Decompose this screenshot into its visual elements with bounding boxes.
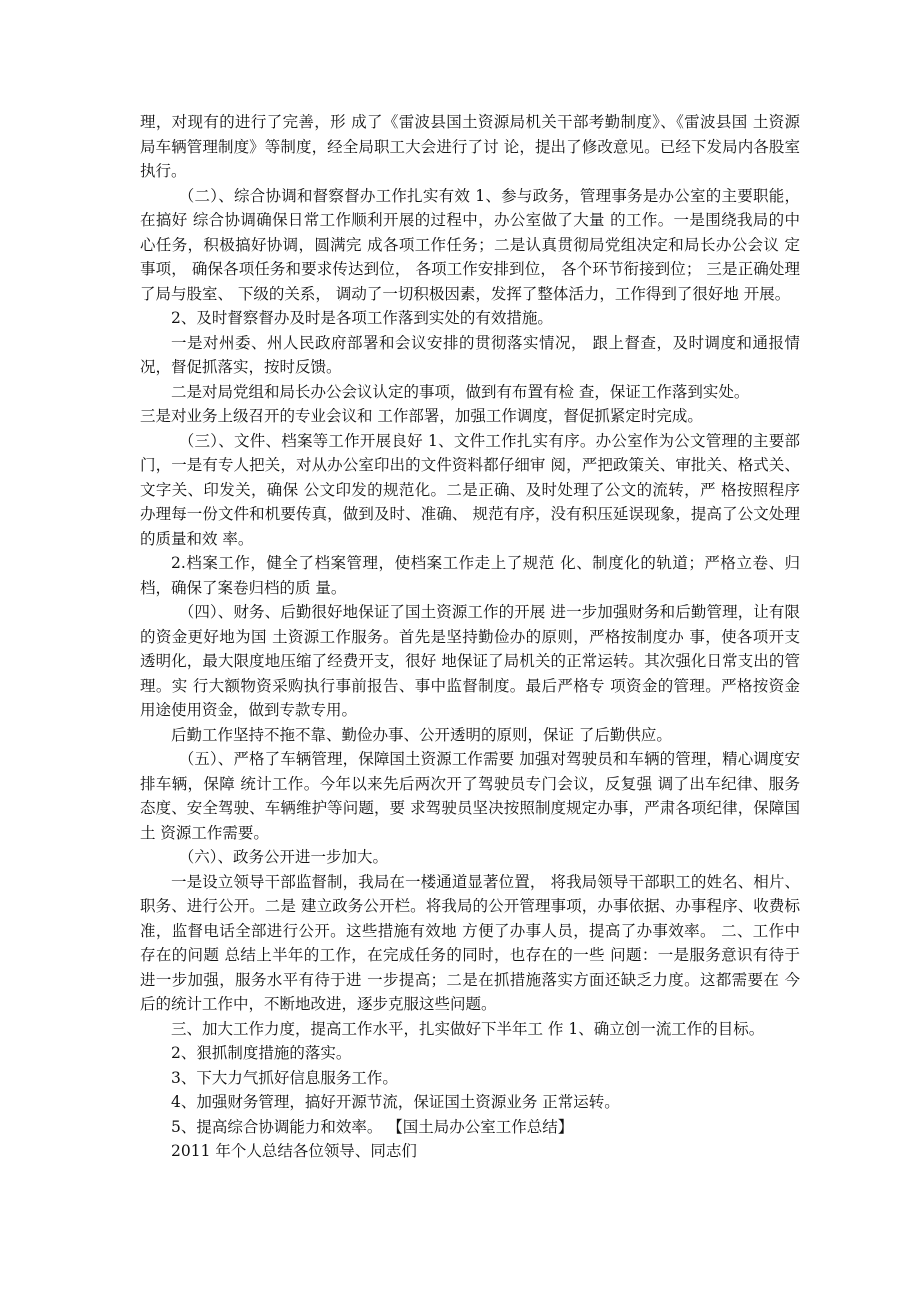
paragraph: 4、加强财务管理，搞好开源节流，保证国土资源业务 正常运转。 xyxy=(171,1093,620,1111)
paragraph: （五）、严格了车辆管理，保障国土资源工作需要 加强对驾驶员和车辆的管理，精心调度安排车辆，保障 统计工作。今年以来先后两次开了驾驶员专门会议，反复强 调了出车纪律、服务态度、安全驾驶、车辆维护等问题，要 求驾驶员坚决按照制度规定办事，严肃各项纪律，保障国土 资源工作需要。 xyxy=(140,750,800,842)
paragraph: 二是对局党组和局长办公会议认定的事项，做到有布置有检 查，保证工作落到实处。 xyxy=(171,382,750,401)
paragraph: 2.档案工作，健全了档案管理，使档案工作走上了规范 化、制度化的轨道；严格立卷、归档，确保了案卷归档的质 量。 xyxy=(140,554,800,597)
paragraph: （三）、文件、档案等工作开展良好 1、文件工作扎实有序。办公室作为公文管理的主要部 门，一是有专人把关，对从办公室印出的文件资料都仔细审 阅，严把政策关、审批关、格式关、文字关、印发关，确保 公文印发的规范化。二是正确、及时处理了公文的流转，严 格按照程序办理每一份文件和机要传真，做到及时、准确、 规范有序，没有积压延误现象，提高了公文处理的质量和效 率。 xyxy=(140,431,800,548)
paragraph: 2、及时督察督办及时是各项工作落到实处的有效措施。 xyxy=(171,309,553,327)
paragraph: 3、下大力气抓好信息服务工作。 xyxy=(171,1068,398,1087)
paragraph: 理，对现有的进行了完善，形 成了《雷波县国土资源局机关干部考勤制度》、《雷波县国 土资源局车辆管理制度》等制度，经全局职工大会进行了讨 论，提出了修改意见。已经下发局内各股室执行。 xyxy=(140,113,800,180)
document-body xyxy=(140,110,800,1164)
paragraph: 2、狠抓制度措施的落实。 xyxy=(171,1044,352,1062)
paragraph: （二）、综合协调和督察督办工作扎实有效 1、参与政务，管理事务是办公室的主要职能，在搞好 综合协调确保日常工作顺利开展的过程中，办公室做了大量 的工作。一是围绕我局的中心任务，积极搞好协调，圆满完 成各项工作任务；二是认真贯彻局党组决定和局长办公会议 定事项， 确保各项任务和要求传达到位， 各项工作安排到位， 各个环节衔接到位； 三是正确处理了局与股室、 下级的关系， 调动了一切积极因素，发挥了整体活力，工作得到了很好地 开展。 xyxy=(140,186,800,303)
paragraph: 5、提高综合协调能力和效率。 【国土局办公室工作总结】 xyxy=(171,1117,574,1136)
paragraph: 一是对州委、州人民政府部署和会议安排的贯彻落实情况， 跟上督查，及时调度和通报情况，督促抓落实，按时反馈。 xyxy=(140,333,800,376)
paragraph: （六）、政务公开进一步加大。 xyxy=(178,848,389,866)
paragraph: 三是对业务上级召开的专业会议和 工作部署，加强工作调度，督促抓紧定时完成。 xyxy=(140,407,703,425)
paragraph: 一是设立领导干部监督制，我局在一楼通道显著位置， 将我局领导干部职工的姓名、相片、职务、进行公开。二是 建立政务公开栏。将我局的公开管理事项，办事依据、办事程序、收费标准，监督电话全部进行公开。这些措施有效地 方便了办事人员，提高了办事效率。 二、工作中存在的问题 总结上半年的工作，在完成任务的同时，也存在的一些 问题：一是服务意识有待于进一步加强，服务水平有待于进 一步提高；二是在抓措施落实方面还缺乏力度。这都需要在 今后的统计工作中，不断地改进，逐步克服这些问题。 xyxy=(140,872,800,1013)
paragraph: 2011 年个人总结各位领导、同志们 xyxy=(171,1142,417,1160)
paragraph: （四）、财务、后勤很好地保证了国土资源工作的开展 进一步加强财务和后勤管理，让有限的资金更好地为国 土资源工作服务。首先是坚持勤俭办的原则，严格按制度办 事，使各项开支透明化，最大限度地压缩了经费开支，很好 地保证了局机关的正常运转。其次强化日常支出的管理。实 行大额物资采购执行事前报告、事中监督制度。最后严格专 项资金的管理。严格按资金用途使用资金，做到专款专用。 xyxy=(140,603,800,719)
paragraph: 后勤工作坚持不拖不靠、勤俭办事、公开透明的原则，保证 了后勤供应。 xyxy=(171,725,672,744)
paragraph: 三、加大工作力度，提高工作水平，扎实做好下半年工 作 1、确立创一流工作的目标。 xyxy=(171,1019,765,1038)
